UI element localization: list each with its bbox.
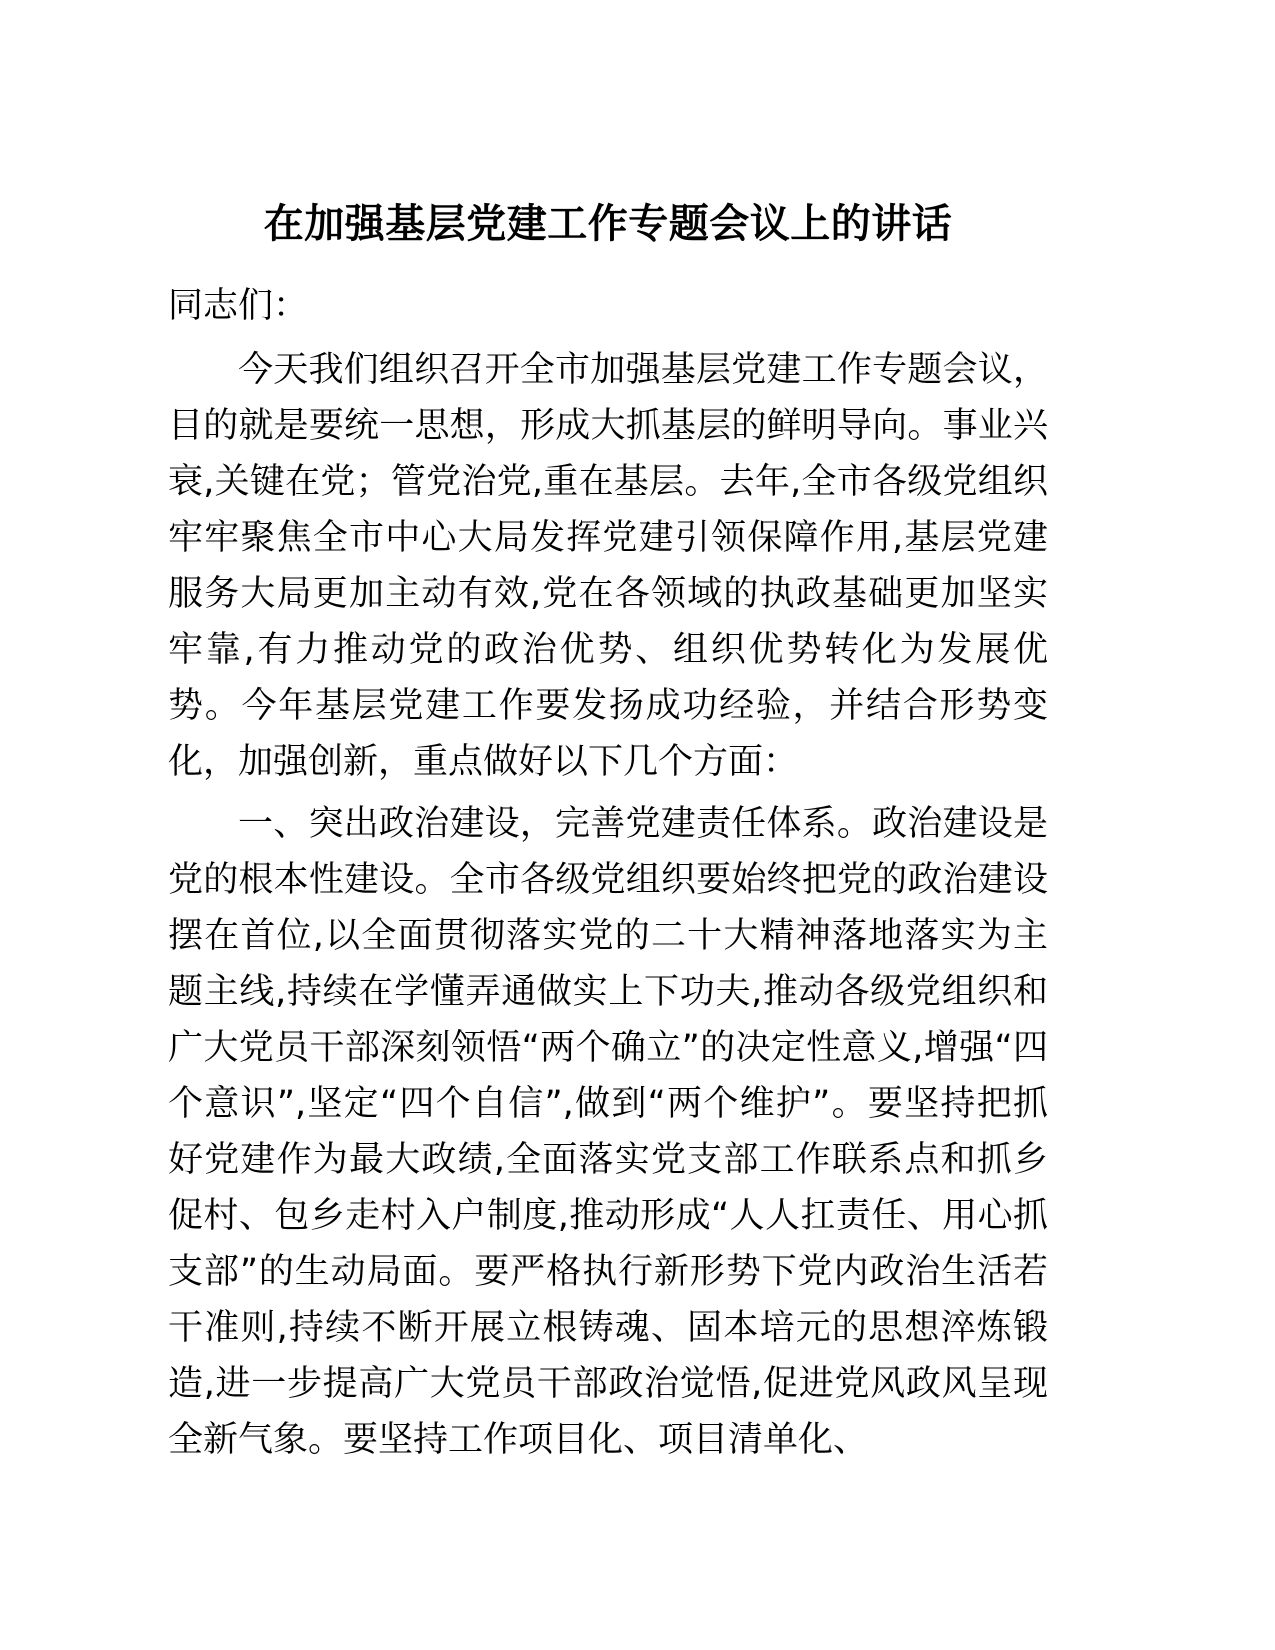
salutation-line: 同志们： <box>168 286 309 326</box>
document-body <box>168 196 1048 1474</box>
page-title: 在加强基层党建工作专题会议上的讲话 <box>263 201 953 247</box>
paragraph-intro: 今天我们组织召开全市加强基层党建工作专题会议，目的就是要统一思想，形成大抓基层的鲜明导向。事业兴衰,关键在党；管党治党,重在基层。去年,全市各级党组织牢牢聚焦全市中心大局发挥党建引领保障作用,基层党建服务大局更加主动有效,党在各领域的执政基础更加坚实牢靠,有力推动党的政治优势、组织优势转化为发展优势。今年基层党建工作要发扬成功经验，并结合形势变化，加强创新，重点做好以下几个方面： <box>168 350 1048 782</box>
paragraph-section-one: 一、突出政治建设，完善党建责任体系。政治建设是党的根本性建设。全市各级党组织要始终把党的政治建设摆在首位,以全面贯彻落实党的二十大精神落地落实为主题主线,持续在学懂弄通做实上下功夫,推动各级党组织和广大党员干部深刻领悟“两个确立”的决定性意义,增强“四个意识”,坚定“四个自信”,做到“两个维护”。要坚持把抓好党建作为最大政绩,全面落实党支部工作联系点和抓乡促村、包乡走村入户制度,推动形成“人人扛责任、用心抓支部”的生动局面。要严格执行新形势下党内政治生活若干准则,持续不断开展立根铸魂、固本培元的思想淬炼锻造,进一步提高广大党员干部政治觉悟,促进党风政风呈现全新气象。要坚持工作项目化、项目清单化、 <box>168 804 1048 1460</box>
